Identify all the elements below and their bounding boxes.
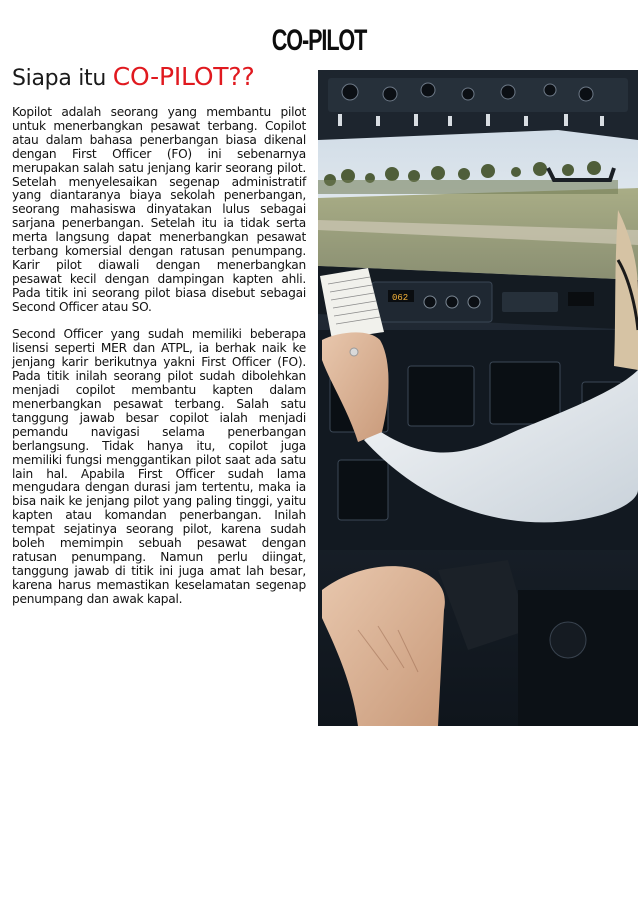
article-heading: [12, 62, 255, 91]
paragraph-2: Second Officer yang sudah memiliki beberapa lisensi seperti MER dan ATPL, ia berhak naik ke jenjang karir berikutnya yakni First Officer (FO). Pada titik inilah seorang pilot sudah dibolehkan menjadi copilot membantu kapten dalam menerbangkan pesawat terbang. Salah satu tanggung jawab besar copilot ialah menjadi pemandu navigasi selama penerbangan berlangsung. Tidak hanya itu, copilot juga memiliki fungsi menggantikan pilot saat ada satu lain hal. Apabila First Officer sudah lama mengudara dengan durasi jam tertentu, maka ia bisa naik ke jenjang pilot yang paling tinggi, yaitu kapten atau komandan penerbangan. Inilah tempat sejatinya seorang pilot, karena sudah boleh memimpin sebuah pesawat dengan ratusan penumpang. Namun perlu diingat, tanggung jawab di titik ini juga amat lah besar, karena harus memastikan keselamatan segenap penumpang dan awak kapal.: [12, 327, 306, 606]
autopilot-readout: 062: [392, 293, 409, 303]
heading-accent: CO-PILOT??: [112, 62, 255, 91]
windshield: [318, 118, 638, 280]
masthead-title: CO-PILOT: [271, 24, 367, 57]
heading-lead: Siapa itu: [12, 66, 113, 91]
article-body: [12, 106, 306, 621]
paragraph-1: Kopilot adalah seorang yang membantu pilot untuk menerbangkan pesawat terbang. Copilot atau dalam bahasa penerbangan biasa dikenal dengan First Officer (FO) ini sebenarnya merupakan salah satu jenjang karir seorang pilot. Setelah menyelesaikan segenap administratif yang diantaranya biaya sekolah penerbangan, seorang mahasiswa dinyatakan lulus sebagai sarjana penerbangan. Setelah itu ia tidak serta merta langsung dapat menerbangkan pesawat terbang komersial dengan ratusan penumpang. Karir pilot diawali dengan menerbangkan pesawat kecil dengan dampingan kapten ahli. Pada titik ini seorang pilot biasa disebut sebagai Second Officer atau SO.: [12, 105, 306, 314]
cockpit-photo: [318, 70, 638, 726]
